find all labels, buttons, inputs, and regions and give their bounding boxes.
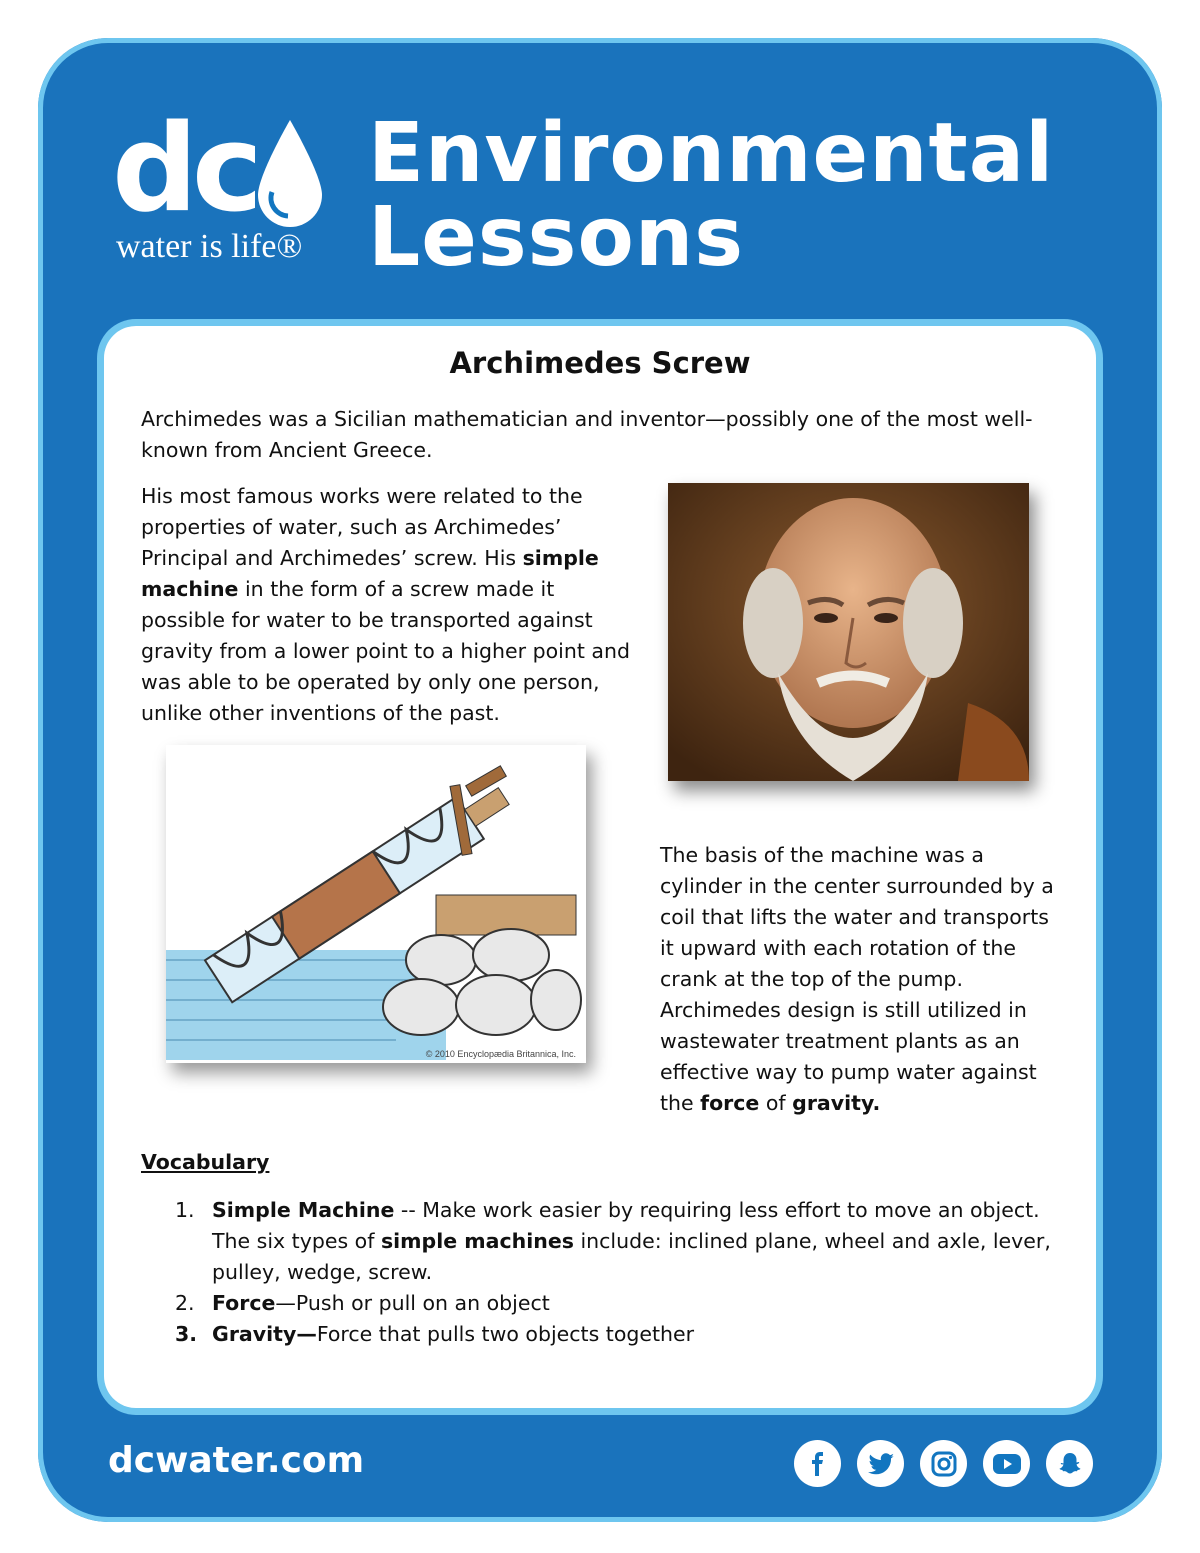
basis-bold-force: force <box>700 1091 760 1115</box>
vocab-definition-2: include: inclined plane, wheel and axle, lever, pulley, wedge, screw. <box>212 1229 1051 1284</box>
vocab-definition: Make work easier by requiring less effort to move an object. The six types of <box>212 1198 1040 1253</box>
image-caption: © 2010 Encyclopædia Britannica, Inc. <box>425 1049 576 1059</box>
list-item <box>141 1319 1051 1350</box>
vocab-separator: -- <box>394 1198 423 1222</box>
basis-paragraph <box>660 840 1055 1119</box>
works-text: His most famous works were related to the properties of water, such as Archimedes’ Principal and Archimedes’ screw. His <box>141 484 583 570</box>
vocabulary-heading: Vocabulary <box>141 1150 270 1174</box>
dc-logo-text: dc <box>112 100 258 239</box>
basis-bold-gravity: gravity <box>792 1091 873 1115</box>
works-text-2: in the form of a screw made it possible for water to be transported against gravity from a lower point to a higher point and was able to be operated by only one person, unlike other inventions of the past. <box>141 577 630 725</box>
vocab-definition: Push or pull on an object <box>295 1291 550 1315</box>
vocab-term: Gravity <box>212 1322 297 1346</box>
vocab-definition-bold: simple machines <box>380 1229 574 1253</box>
works-bold: simple machine <box>141 546 599 601</box>
twitter-icon[interactable] <box>857 1440 904 1487</box>
lesson-title: Archimedes Screw <box>449 346 751 380</box>
water-drop-icon <box>258 120 322 230</box>
vocab-separator: — <box>275 1291 296 1315</box>
header-title-line2: Lessons <box>368 190 744 285</box>
basis-text-2: of <box>759 1091 793 1115</box>
vocab-definition: Force that pulls two objects together <box>316 1322 695 1346</box>
tagline: water is life® <box>116 228 303 265</box>
social-links <box>794 1440 1093 1487</box>
archimedes-portrait <box>668 483 1029 781</box>
basis-text-3: . <box>872 1091 881 1115</box>
list-item <box>141 1195 1051 1288</box>
snapchat-icon[interactable] <box>1046 1440 1093 1487</box>
youtube-icon[interactable] <box>983 1440 1030 1487</box>
archimedes-screw-illustration <box>166 745 586 1063</box>
list-number: 1. <box>175 1198 195 1222</box>
header-title <box>368 106 1055 285</box>
website-link[interactable]: dcwater.com <box>108 1440 365 1481</box>
vocab-term: Force <box>212 1291 276 1315</box>
portrait-illustration <box>668 483 1029 781</box>
list-item <box>141 1288 1051 1319</box>
list-number: 3. <box>175 1322 198 1346</box>
vocab-term: Simple Machine <box>212 1198 395 1222</box>
header-title-line1: Environmental <box>368 106 1055 201</box>
vocabulary-list <box>141 1195 1051 1350</box>
works-paragraph <box>141 481 641 729</box>
instagram-icon[interactable] <box>920 1440 967 1487</box>
screw-diagram <box>166 745 586 1063</box>
vocab-separator: — <box>296 1322 317 1346</box>
basis-text: The basis of the machine was a cylinder in the center surrounded by a coil that lifts the water and transports it upward with each rotation of the crank at the top of the pump. Archimedes design is still utilized in wastewater treatment plants as an effective way to pump water against the <box>660 843 1054 1115</box>
intro-paragraph: Archimedes was a Sicilian mathematician and inventor—possibly one of the most well-known from Ancient Greece. <box>141 407 1033 462</box>
facebook-icon[interactable] <box>794 1440 841 1487</box>
list-number: 2. <box>175 1291 195 1315</box>
